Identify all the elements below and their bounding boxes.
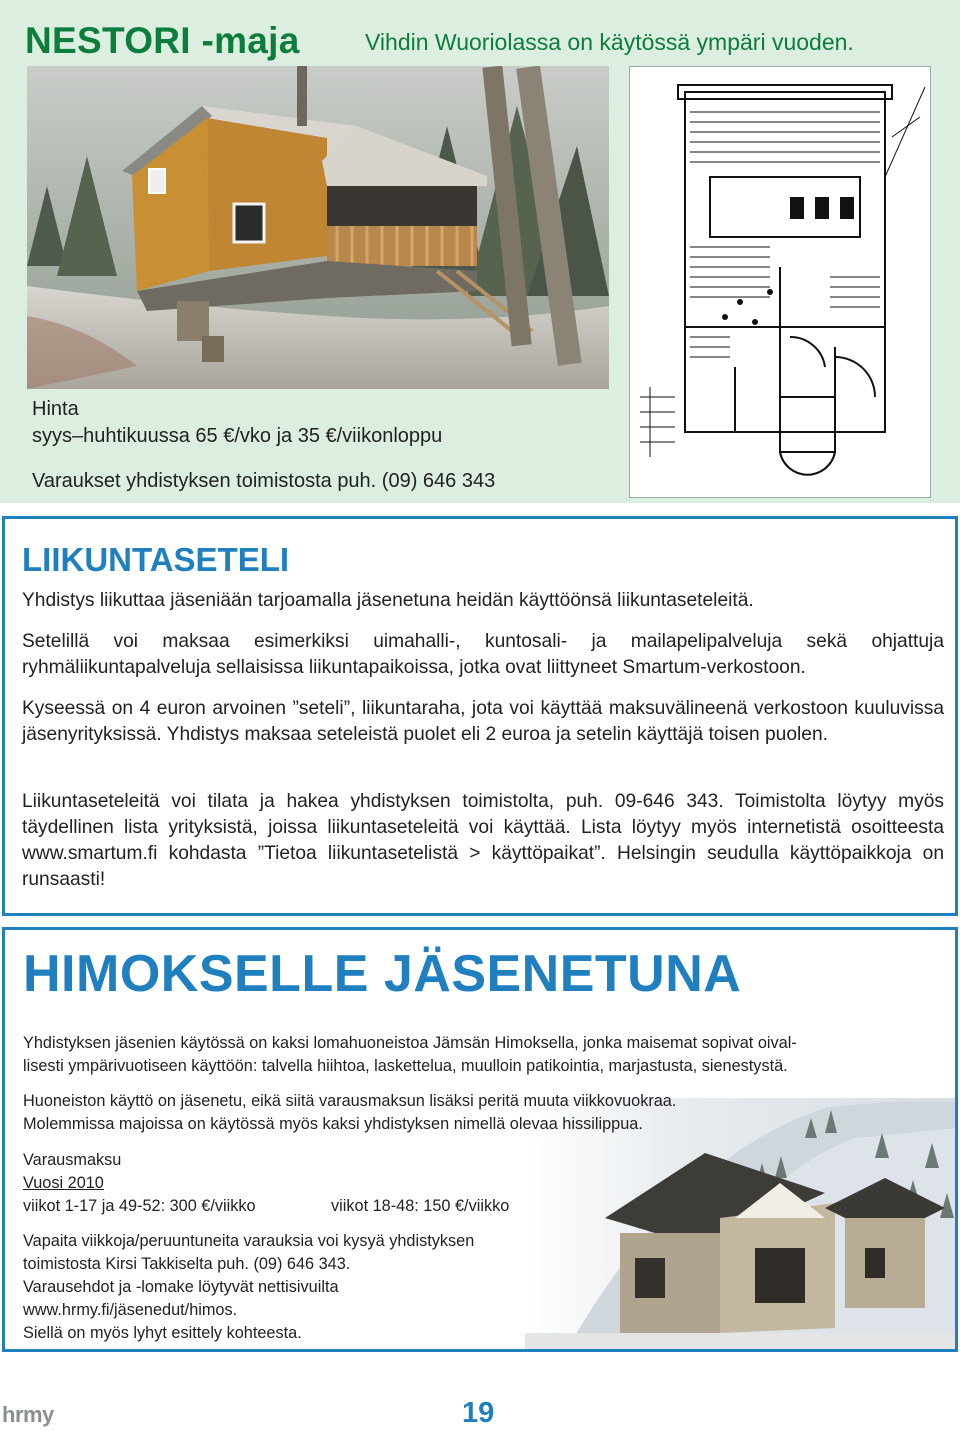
himos-p1-line1: Yhdistyksen jäsenien käytössä on kaksi lomahuoneistoa Jämsän Himoksella, jonka maisemat sopivat oival- (23, 1034, 797, 1052)
contact-line-3: Varausehdot ja -lomake löytyvät nettisivuilta (23, 1278, 339, 1296)
himos-photo (525, 1098, 958, 1352)
himos-p1-line2: lisesti ympärivuotiseen käyttöön: talvella hiihtoa, laskettelua, muulloin patikointia, marjastusta, sienestystä. (23, 1057, 788, 1075)
nestori-title: NESTORI -maja (25, 20, 300, 61)
price-text: syys–huhtikuussa 65 €/vko ja 35 €/viikonloppu (32, 425, 443, 447)
booking-text: Varaukset yhdistyksen toimistosta puh. (09) 646 343 (32, 470, 496, 492)
fee-label: Varausmaksu (23, 1151, 122, 1169)
contact-line-1: Vapaita viikkoja/peruuntuneita varauksia voi kysyä yhdistyksen (23, 1232, 475, 1250)
contact-line-4: www.hrmy.fi/jäsenedut/himos. (23, 1301, 238, 1319)
cabin-photo (27, 66, 609, 389)
liikuntaseteli-section (2, 516, 958, 916)
nestori-subtitle: Vihdin Wuoriolassa on käytössä ympäri vuoden. (365, 29, 854, 55)
price-weeks-a: viikot 1-17 ja 49-52: 300 €/viikko (23, 1197, 256, 1215)
himos-p2-line1: Huoneiston käyttö on jäsenetu, eikä siitä varausmaksun lisäksi peritä muuta viikkovuokraa. (23, 1092, 677, 1110)
price-label: Hinta (32, 398, 79, 420)
year-label: Vuosi 2010 (23, 1174, 104, 1192)
liikunta-paragraph-4: Liikuntaseteleitä voi tilata ja hakea yhdistyksen toimistolta, puh. 09-646 343. Toimistolta löytyy myös täydellinen lista yrityksistä, joissa liikuntaseteleitä voi käyttää. Lista löytyy myös internetistä osoitteesta www.smartum.fi kohdasta ”Tietoa liikuntasetelistä > käyttöpaikat”. Helsingin seudulla käyttöpaikkoja on runsaasti! (22, 791, 944, 890)
floor-plan-drawing (630, 67, 930, 497)
himos-photo-image (525, 1098, 958, 1352)
page-number: 19 (462, 1397, 495, 1429)
cabin-photo-image (27, 66, 609, 389)
liikunta-paragraph-2: Setelillä voi maksaa esimerkiksi uimahalli-, kuntosali- ja mailapelipalveluja sekä ohjattuja ryhmäliikuntapalveluja sellaisissa liikuntapaikoissa, jotka ovat liittyneet Smartum-verkostoon. (22, 631, 944, 678)
hrmy-logo: hrmy (2, 1402, 54, 1427)
himos-title: HIMOKSELLE JÄSENETUNA (23, 945, 742, 1003)
nestori-section (0, 0, 960, 503)
liikuntaseteli-title: LIIKUNTASETELI (22, 541, 290, 578)
liikunta-paragraph-3: Kyseessä on 4 euron arvoinen ”seteli”, liikuntaraha, jota voi käyttää maksuvälineenä verkostoon kuuluvissa jäsenyrityksissä. Yhdistys maksaa seteleistä puolet eli 2 euroa ja setelin käyttäjä toisen puolen. (22, 698, 944, 745)
floor-plan (629, 66, 931, 498)
price-weeks-b: viikot 18-48: 150 €/viikko (331, 1197, 510, 1215)
price-weeks-row (23, 1195, 509, 1218)
himos-p2-line2: Molemmissa majoissa on käytössä myös kaksi yhdistyksen nimellä olevaa hissilippua. (23, 1115, 643, 1133)
contact-line-2: toimistosta Kirsi Takkiselta puh. (09) 646 343. (23, 1255, 351, 1273)
contact-line-5: Siellä on myös lyhyt esittely kohteesta. (23, 1324, 302, 1342)
himos-section (2, 927, 958, 1352)
liikunta-paragraph-1: Yhdistys liikuttaa jäseniään tarjoamalla jäsenetuna heidän käyttöönsä liikuntaseteleitä. (22, 590, 754, 611)
